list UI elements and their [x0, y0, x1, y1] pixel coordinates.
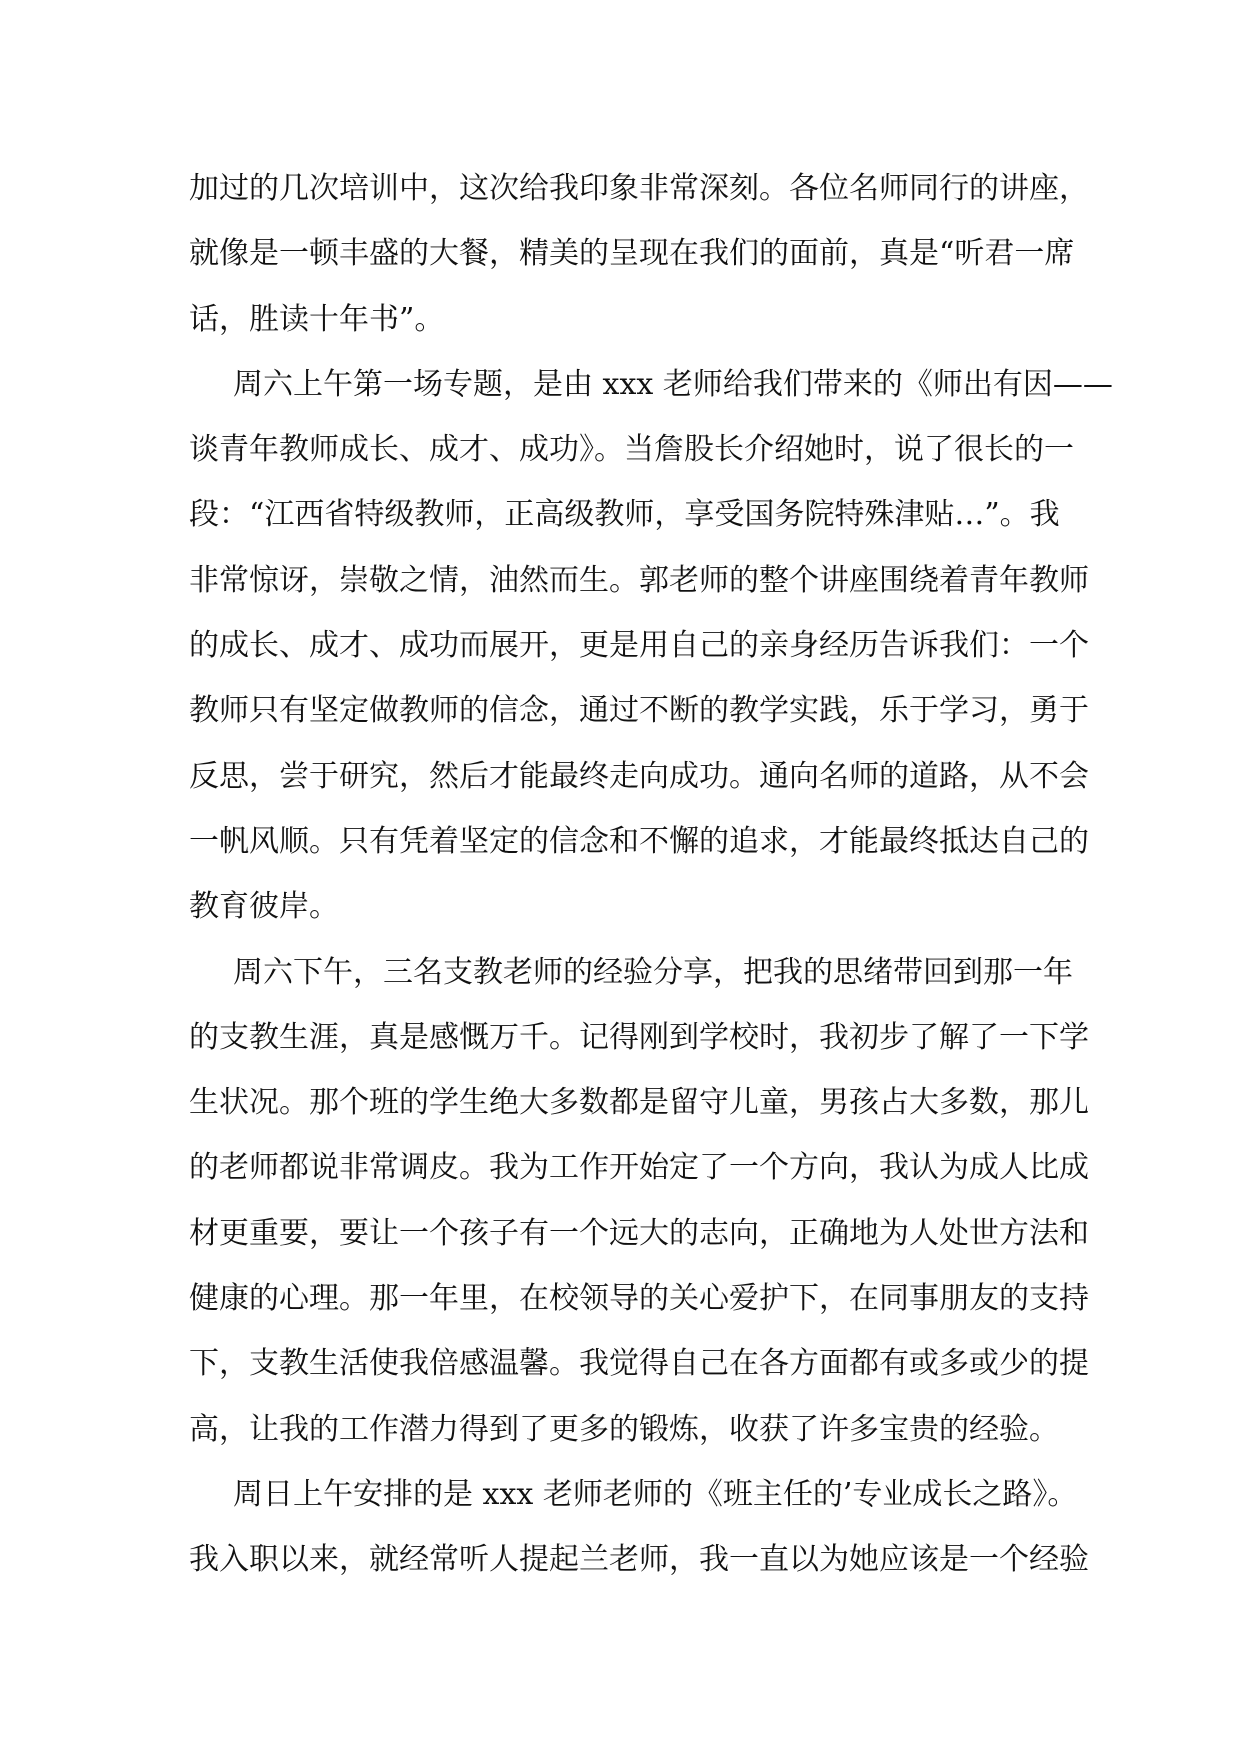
text-line: 的支教生涯，真是感慨万千。记得刚到学校时，我初步了解了一下学 [189, 1019, 1089, 1055]
text-line: 教师只有坚定做教师的信念，通过不断的教学实践，乐于学习，勇于 [189, 693, 1089, 729]
text-line: 教育彼岸。 [189, 889, 339, 925]
text-line: 的成长、成才、成功而展开，更是用自己的亲身经历告诉我们：一个 [189, 628, 1089, 664]
text-line: 谈青年教师成长、成才、成功》。当詹股长介绍她时，说了很长的一 [189, 432, 1074, 468]
text-line: 健康的心理。那一年里，在校领导的关心爱护下，在同事朋友的支持 [189, 1281, 1089, 1317]
text-line: 一帆风顺。只有凭着坚定的信念和不懈的追求，才能最终抵达自己的 [189, 823, 1089, 859]
text-line: 下，支教生活使我倍感温馨。我觉得自己在各方面都有或多或少的提 [189, 1346, 1089, 1382]
paragraph-3 [189, 940, 1089, 1462]
text-line: 段：“江西省特级教师，正高级教师，享受国务院特殊津贴…”。我 [189, 497, 1060, 533]
paragraph-2 [189, 352, 1113, 940]
text-line: 加过的几次培训中，这次给我印象非常深刻。各位名师同行的讲座， [189, 171, 1089, 206]
text-line: 我入职以来，就经常听人提起兰老师，我一直以为她应该是一个经验 [189, 1542, 1089, 1578]
text-line: 周日上午安排的是 xxx 老师老师的《班主任的’专业成长之路》。 [233, 1476, 1078, 1512]
text-line: 的老师都说非常调皮。我为工作开始定了一个方向，我认为成人比成 [189, 1150, 1089, 1186]
text-line: 生状况。那个班的学生绝大多数都是留守儿童，男孩占大多数，那儿 [189, 1085, 1089, 1121]
text-line: 高，让我的工作潜力得到了更多的锻炼，收获了许多宝贵的经验。 [189, 1411, 1059, 1447]
paragraph-4 [189, 1462, 1089, 1593]
text-line: 周六上午第一场专题，是由 xxx 老师给我们带来的《师出有因—— [233, 366, 1113, 402]
document-body [189, 156, 1113, 1593]
text-line: 材更重要，要让一个孩子有一个远大的志向，正确地为人处世方法和 [189, 1215, 1089, 1251]
text-line: 就像是一顿丰盛的大餐，精美的呈现在我们的面前，真是“听君一席 [189, 236, 1075, 272]
text-line: 非常惊讶，崇敬之情，油然而生。郭老师的整个讲座围绕着青年教师 [189, 562, 1089, 598]
text-line: 周六下午，三名支教老师的经验分享，把我的思绪带回到那一年 [233, 954, 1073, 990]
text-line: 反思，尝于研究，然后才能最终走向成功。通向名师的道路，从不会 [189, 758, 1089, 794]
paragraph-1 [189, 156, 1089, 352]
text-line: 话，胜读十年书”。 [189, 301, 445, 337]
